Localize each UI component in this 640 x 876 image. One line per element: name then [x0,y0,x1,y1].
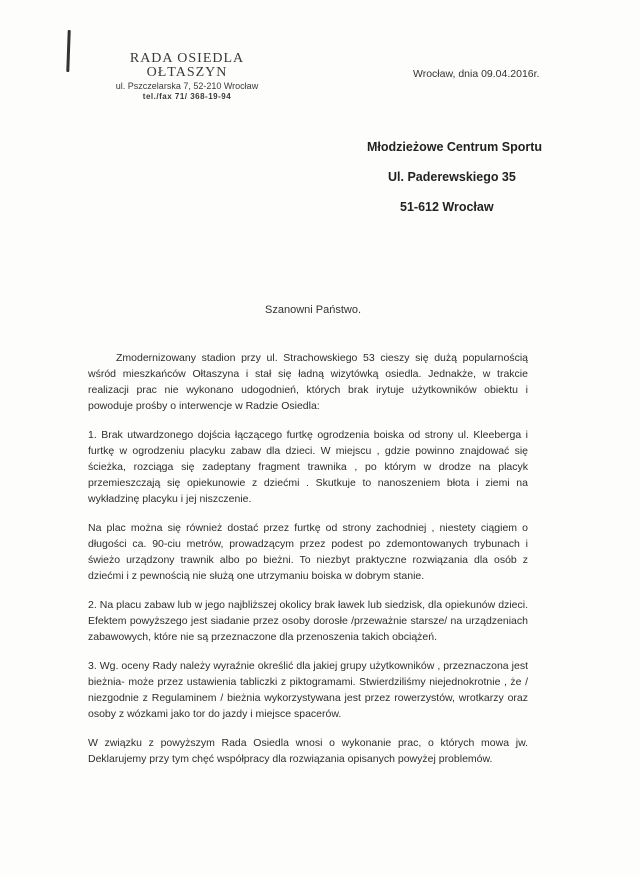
recipient-name: Młodzieżowe Centrum Sportu [367,140,542,154]
org-address: ul. Pszczelarska 7, 52-210 Wrocław [115,81,259,91]
recipient-city: 51-612 Wrocław [400,200,494,214]
greeting: Szanowni Państwo. [265,304,361,316]
organization-stamp [112,52,262,102]
paragraph-closing: W związku z powyższym Rada Osiedla wnosi o wykonanie prac, o których mowa jw. Deklarujemy przy tym chęć współpracy dla rozwiązania opisanych powyżej problemów. [88,737,528,765]
paragraph-intro: Zmodernizowany stadion przy ul. Strachowskiego 53 cieszy się dużą popularnością wśród mieszkańców Ołtaszyna i stał się ładną wizytówką osiedla. Jednakże, w trakcie realizacji prac nie wykonano udogodnień, których brak irytuje użytkowników obiektu i powoduje prośby o interwencje w Radzie Osiedla: [88,352,528,412]
letter-date: Wrocław, dnia 09.04.2016r. [413,68,540,80]
paragraph-point-1-cont: Na plac można się również dostać przez furtkę od strony zachodniej , niestety ciągiem o długości ca. 90-ciu metrów, prowadzącym przez podest po zdemontowanych trybunach i świeżo urządzony trawnik albo po bieżni. To niezbyt praktyczne rozwiązania dla osób z dziećmi i z pewnością nie służą one utrzymaniu boiska w dobrym stanie. [88,522,528,582]
paragraph-point-2: 2. Na placu zabaw lub w jego najbliższej okolicy brak ławek lub siedzisk, dla opiekunów dzieci. Efektem powyższego jest siadanie przez osoby dorosłe /przeważnie starsze/ na urządzeniach zabawowych, które nie są przeznaczone dla przenoszenia takich obciążeń. [88,599,528,643]
paragraph-point-3: 3. Wg. oceny Rady należy wyraźnie określić dla jakiej grupy użytkowników , przeznaczona jest bieżnia- może przez ustawienia tabliczki z piktogramami. Stwierdziliśmy niejednokrotnie , że / niezgodnie z Regulaminem / bieżnia wykorzystywana jest przez rowerzystów, wrotkarzy oraz osoby z wózkami jako tor do jazdy i miejsce spacerów. [88,660,528,720]
recipient-street: Ul. Paderewskiego 35 [388,170,516,184]
pen-mark [66,30,70,72]
paragraph-point-1: 1. Brak utwardzonego dojścia łączącego furtkę ogrodzenia boiska od strony ul. Kleeberga i furtkę w ogrodzeniu placyku zabaw dla dzieci. W miejscu , gdzie powinno znajdować się ścieżka, rozciąga się zadeptany fragment trawnika , po którym w drodze na placyk przemieszczają się opiekunowie z dziećmi . Skutkuje to nanoszeniem błota i ziemi na wykładzinę placyku i jej niszczenie. [88,429,528,505]
letter-body [88,350,528,780]
org-phone: tel./fax 71/ 368-19-94 [142,92,232,101]
org-district: OŁTASZYN [146,65,228,80]
org-name: RADA OSIEDLA [129,51,245,66]
